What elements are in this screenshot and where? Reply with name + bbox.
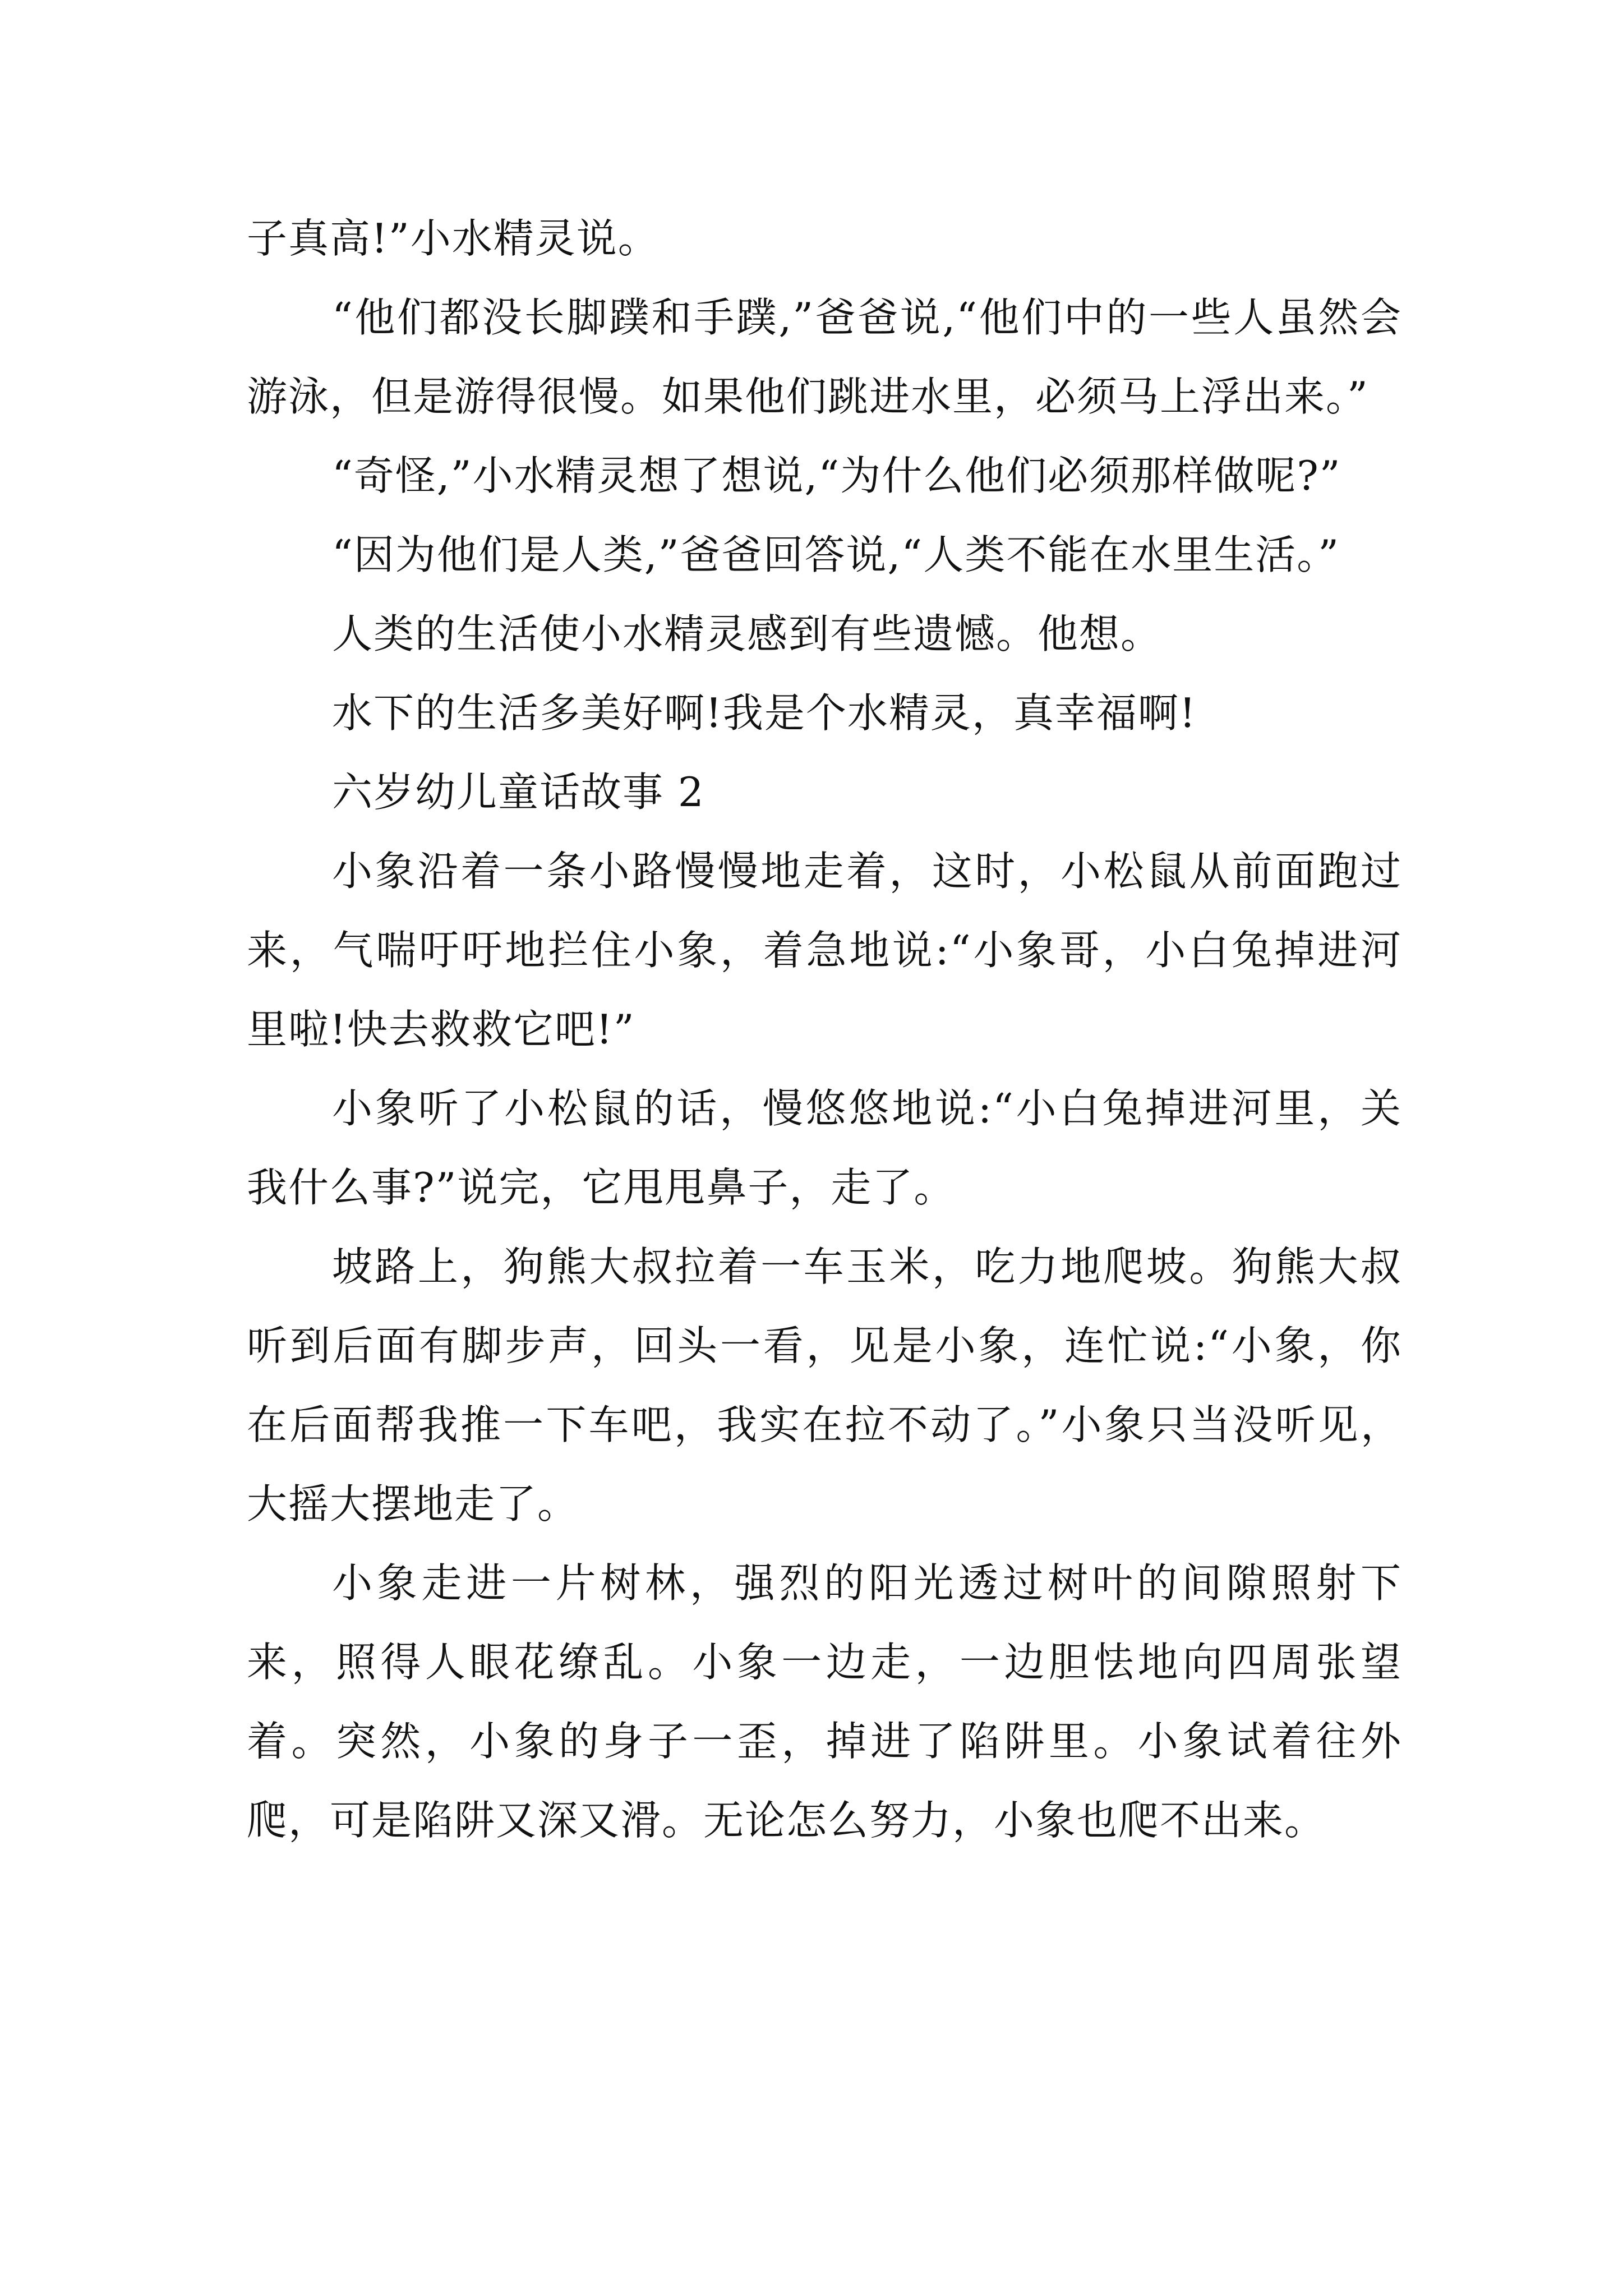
paragraph: “因为他们是人类,”爸爸回答说,“人类不能在水里生活。” xyxy=(332,531,1340,578)
paragraph: 小象沿着一条小路慢慢地走着，这时，小松鼠从前面跑过来，气喘吁吁地拦住小象，着急地说:“小象哥，小白兔掉进河里啦!快去救救它吧!” xyxy=(247,848,1402,1053)
paragraph-continuation: 子真高!”小水精灵说。 xyxy=(247,215,660,262)
paragraph: 人类的生活使小水精灵感到有些遗憾。他想。 xyxy=(332,610,1163,657)
paragraph: “奇怪,”小水精灵想了想说,“为什么他们必须那样做呢?” xyxy=(332,452,1341,499)
paragraph: 小象走进一片树林，强烈的阳光透过树叶的间隙照射下来，照得人眼花缭乱。小象一边走，一边胆怯地向四周张望着。突然，小象的身子一歪，掉进了陷阱里。小象试着往外爬，可是陷阱又深又滑。无论怎么努力，小象也爬不出来。 xyxy=(247,1559,1402,1844)
story-text xyxy=(247,199,1402,1860)
paragraph: “他们都没长脚蹼和手蹼,”爸爸说,“他们中的一些人虽然会游泳，但是游得很慢。如果他们跳进水里，必须马上浮出来。” xyxy=(247,294,1402,420)
paragraph: 坡路上，狗熊大叔拉着一车玉米，吃力地爬坡。狗熊大叔听到后面有脚步声，回头一看，见是小象，连忙说:“小象，你在后面帮我推一下车吧，我实在拉不动了。”小象只当没听见，大摇大摆地走了。 xyxy=(247,1243,1402,1527)
paragraph: 小象听了小松鼠的话，慢悠悠地说:“小白兔掉进河里，关我什么事?”说完，它甩甩鼻子，走了。 xyxy=(247,1085,1402,1211)
paragraph: 水下的生活多美好啊!我是个水精灵，真幸福啊! xyxy=(332,689,1197,737)
story-heading: 六岁幼儿童话故事 2 xyxy=(332,769,705,816)
